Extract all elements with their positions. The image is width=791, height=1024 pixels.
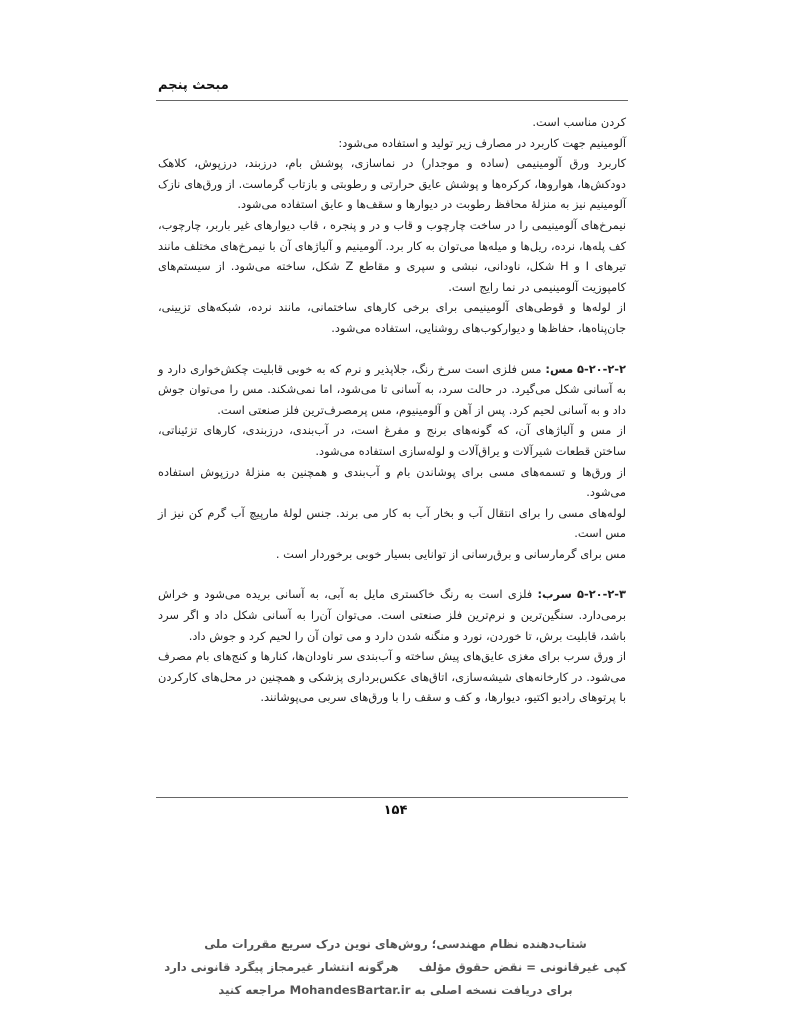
- paragraph: از ورق‌ها و تسمه‌های مسی برای پوشاندن بام و آب‌بندی و همچنین به منزلهٔ درزپوش استفاده می‌شود.: [158, 464, 626, 500]
- paragraph: مس برای گرمارسانی و برق‌رسانی از توانایی بسیار خوبی برخوردار است .: [275, 546, 626, 561]
- paragraph: لوله‌های مسی را برای انتقال آب و بخار آب به کار می برند. جنس لولهٔ مارپیچ آب گرم کن نیز از مس است.: [158, 505, 626, 541]
- paragraph: کاربرد ورق آلومینیمی (ساده و موجدار) در نماسازی، پوشش بام، درزبند، درزپوش، کلاهک دودکش‌ها، هواروها، کرکره‌ها و پوشش عایق حرارتی و رطوبتی و بازتاب گرماست. از ورق‌های نازک آلومینیم نیز به منزلهٔ محافظ رطوبت در دیوارها و سقف‌ها و عایق استفاده می‌شود.: [158, 156, 626, 212]
- paragraph: کردن مناسب است.: [532, 115, 626, 129]
- website-link[interactable]: MohandesBartar.ir: [289, 983, 411, 997]
- footer-line: شتاب‌دهنده نظام مهندسی؛ روش‌های نوین درک سریع مقررات ملی: [204, 937, 587, 951]
- footer-text: هرگونه انتشار غیرمجاز پیگرد قانونی دارد: [164, 960, 399, 974]
- footer-line: [0, 956, 791, 979]
- paragraph: از ورق سرب برای مغزی عایق‌های پیش ساخته و آب‌بندی سر ناودان‌ها، کنارها و کنج‌های بام مصرف می‌شود. در کارخانه‌های شیشه‌سازی، اتاق‌های عکس‌برداری پزشکی و همچنین در محل‌های کارکردن با پرتوهای رادیو اکتیو، دیوارها، و کف و سقف را با ورق‌های سربی می‌پوشانند.: [158, 649, 626, 705]
- footer-text: برای دریافت نسخه اصلی به: [414, 983, 573, 997]
- paragraph: از لوله‌ها و قوطی‌های آلومینیمی برای برخی کارهای ساختمانی، مانند نرده، شبکه‌های تزیینی، جان‌پناه‌ها، حفاظ‌ها و دیوارکوب‌های روشنایی، استفاده می‌شود.: [158, 300, 626, 335]
- section-copper-intro: [158, 359, 626, 421]
- paragraph: فلزی است به رنگ خاکستری مایل به آبی، به آسانی بریده می‌شود و خراش برمی‌دارد. سنگین‌ترین و نرم‌ترین فلز صنعتی است. می‌توان آن‌را به آسانی شکل داد و اگر سرد باشد، قابلیت برش، تا خوردن، نورد و منگنه شدن دارد و می توان آن را لحیم کرد و جوش داد.: [158, 587, 626, 643]
- page-number: ۱۵۴: [383, 803, 408, 818]
- paragraph: نیمرخ‌های آلومینیمی را در ساخت چارچوب و قاب و در و پنجره ، قاب دیوارهای غیر باربر، چارچوب، کف پله‌ها، نرده، ریل‌ها و میله‌ها می‌توان به کار برد. آلومینیم و آلیاژهای آن با نیمرخ‌های مختلف مانند تیرهای I و H شکل، ناودانی، نبشی و سپری و مقاطع Z شکل، ساخته می‌شود. از سیستم‌های کامپوزیت آلومینیمی در نما رایج است.: [158, 217, 627, 294]
- body-text: [158, 112, 626, 708]
- footer-text: کپی غیرقانونی = نقض حقوق مؤلف: [418, 960, 627, 974]
- section-title: مس:: [545, 361, 574, 376]
- section-lead-intro: [158, 584, 626, 646]
- section-title: سرب:: [537, 587, 572, 602]
- footer-line: [0, 979, 791, 1002]
- section-number: ۵-۲۰-۲-۲: [577, 361, 626, 376]
- footer-divider: [156, 797, 628, 798]
- section-number: ۵-۲۰-۲-۳: [577, 587, 626, 602]
- paragraph: از مس و آلیاژهای آن، که گونه‌های برنج و مفرغ است، در آب‌بندی، درزبندی، کارهای تزئیناتی، ساختن قطعات شیرآلات و یراق‌آلات و لوله‌سازی استفاده می‌شود.: [158, 423, 626, 458]
- watermark-footer: [0, 933, 791, 1002]
- paragraph: مس فلزی است سرخ رنگ، جلاپذیر و نرم که به خوبی قابلیت چکش‌خواری دارد و به آسانی شکل می‌گیرد. در حالت سرد، به آسانی تا می‌شود، اما نمی‌شکند. مس را می‌توان جوش داد و به آسانی لحیم کرد. پس از آهن و آلومینیوم، مس پرمصرف‌ترین فلز صنعتی است.: [158, 361, 626, 417]
- footer-text: مراجعه کنید: [218, 983, 286, 997]
- chapter-title: مبحث پنجم: [158, 78, 229, 93]
- paragraph: آلومینیم جهت کاربرد در مصارف زیر تولید و استفاده می‌شود:: [338, 135, 626, 150]
- header-divider: [156, 100, 628, 101]
